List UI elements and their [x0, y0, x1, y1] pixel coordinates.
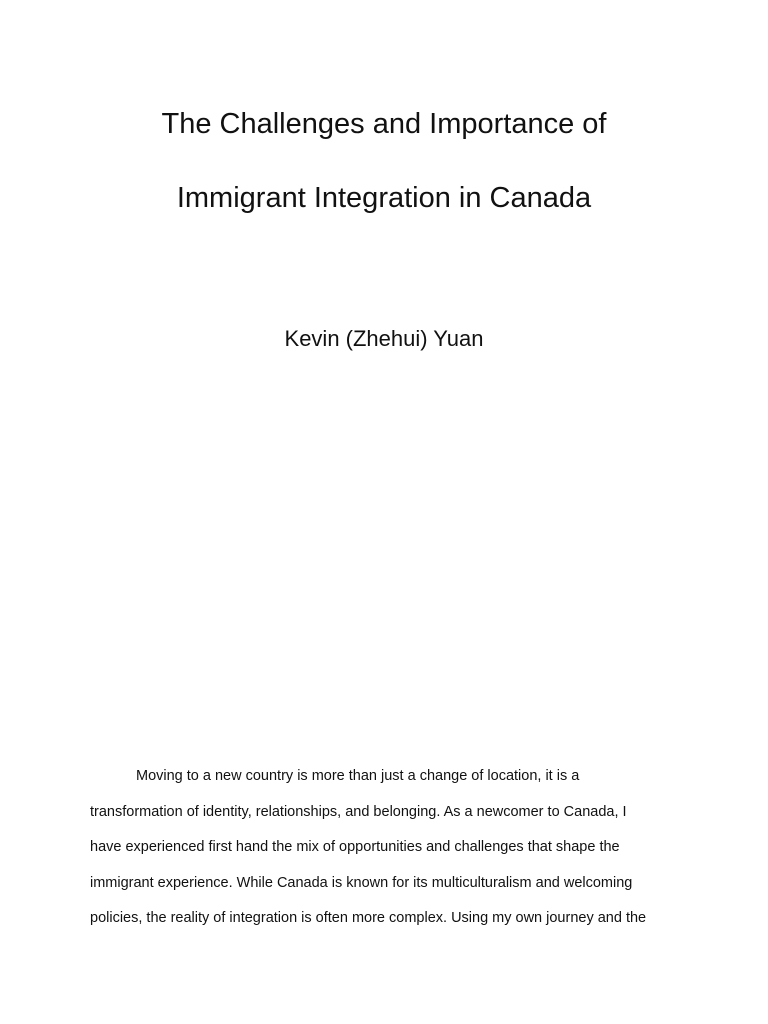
body-line-2: transformation of identity, relationships, and belonging. As a newcomer to Canada, I	[90, 803, 627, 820]
title-line-2: Immigrant Integration in Canada	[176, 182, 592, 214]
author-name: Kevin (Zhehui) Yuan	[284, 326, 484, 351]
title-line-1: The Challenges and Importance of	[161, 108, 607, 140]
body-line-5: policies, the reality of integration is often more complex. Using my own journey and the	[90, 910, 647, 926]
body-paragraph	[90, 767, 690, 945]
body-line-4: immigrant experience. While Canada is known for its multiculturalism and welcoming	[90, 874, 633, 891]
body-line-3: have experienced first hand the mix of opportunities and challenges that shape the	[90, 839, 620, 855]
title-block	[0, 106, 768, 217]
body-line-1: Moving to a new country is more than just a change of location, it is a	[136, 768, 580, 784]
